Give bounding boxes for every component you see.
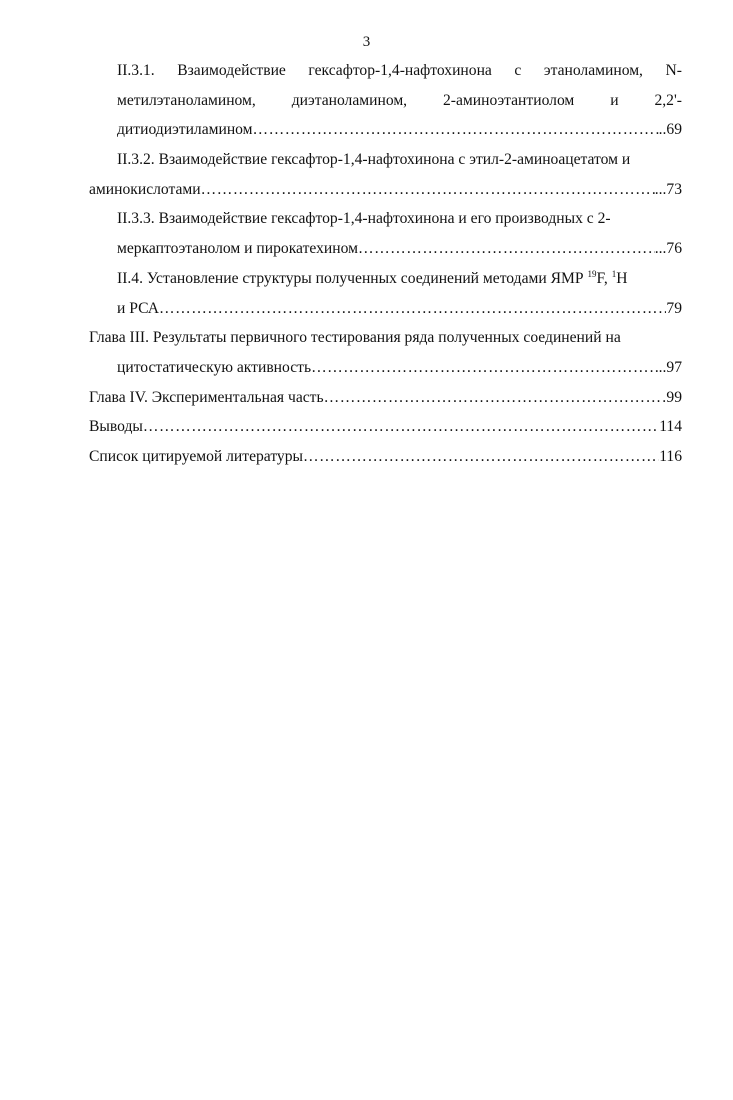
toc-page-number: 99 [666,388,682,406]
dot-leader [324,383,667,413]
toc-entry-2-3-3-line-2 [89,234,682,264]
dot-leader [159,294,666,324]
toc-page-number: 79 [666,299,682,317]
toc-entry-title: меркаптоэтанолом и пирокатехином [117,240,358,258]
superscript-1: 1 [611,268,617,279]
toc-entry-2-3-2-line-2 [89,175,682,205]
toc-entry-chapter-3-line-2 [89,353,682,383]
toc-entry-2-3-1-line-1 [89,56,682,86]
toc-entry-title: Список цитируемой литературы [89,447,304,465]
dot-leader [311,353,659,383]
toc-entry-title: II.4. Установление структуры полученных соединений методами ЯМР [117,269,588,287]
toc-word: N- [665,62,682,79]
toc-entry-title: Выводы [89,418,143,436]
toc-entry-title: и РСА [117,299,159,317]
toc-word: этаноламином, [543,62,643,79]
toc-entry-title: Глава IV. Экспериментальная часть [89,388,324,406]
toc-word: диэтаноламином, [291,91,408,109]
toc-word: 2,2'- [654,91,682,109]
toc-entry-title: цитостатическую активность [117,358,312,376]
toc-entry-title: аминокислотами [89,180,201,198]
page-number: 3 [362,34,371,50]
dot-leader [253,115,659,145]
toc-entry-2-3-1-line-3 [89,115,682,145]
toc-word: Взаимодействие [177,62,286,79]
dot-leader [358,234,655,264]
toc-entry-references [89,442,682,472]
dot-leader [303,442,659,472]
toc-entry-title: дитиодиэтиламином [117,121,253,139]
toc-entry-chapter-3-line-1: Глава III. Результаты первичного тестирования ряда полученных соединений на [89,329,621,347]
toc-page-number: 114 [659,418,682,436]
toc-page-number: ...73 [654,180,682,198]
toc-word: с [514,62,522,79]
toc-entry-2-4-line-1 [89,264,682,294]
toc-entry-2-4-line-2 [89,294,682,324]
dot-leader [201,175,655,205]
hydrogen-label: H [616,269,628,287]
dot-leader [143,412,659,442]
toc-page-number: ..69 [658,121,682,139]
toc-entry-conclusions [89,412,682,442]
toc-page-number: ..97 [658,358,682,376]
toc-word: II.3.1. [117,62,155,79]
toc-entry-chapter-4 [89,383,682,413]
toc-word: 2-аминоэтантиолом [442,91,575,109]
toc-page-number: ...76 [654,240,682,258]
toc-word: и [610,91,619,109]
toc-word: метилэтаноламином, [117,91,256,109]
fluorine-label: F, [596,269,612,287]
toc-entry-2-3-1-line-2 [89,86,682,116]
toc-word: гексафтор-1,4-нафтохинона [308,62,492,79]
toc-page-number: 116 [659,447,682,465]
superscript-19: 19 [587,268,597,279]
toc-entry-2-3-2-line-1: II.3.2. Взаимодействие гексафтор-1,4-нафтохинона с этил-2-аминоацетатом и [117,151,631,169]
toc-entry-2-3-3-line-1: II.3.3. Взаимодействие гексафтор-1,4-нафтохинона и его производных с 2- [117,210,611,228]
table-of-contents [89,56,682,472]
